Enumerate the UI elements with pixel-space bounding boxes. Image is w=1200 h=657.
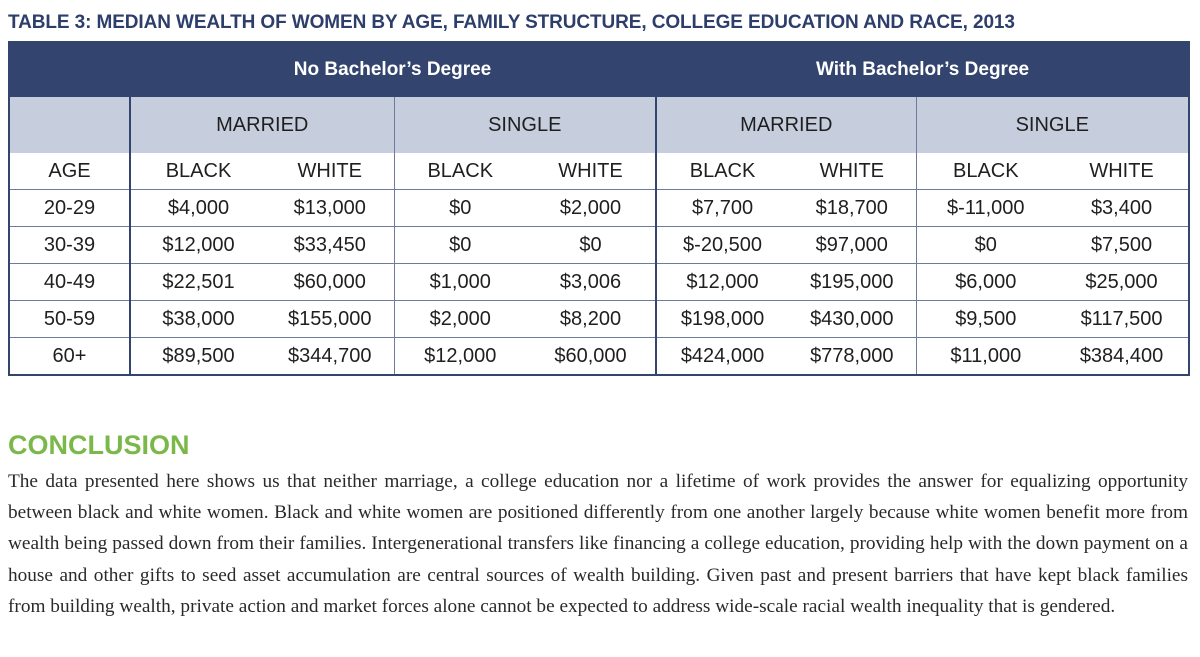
value-cell: $424,000 [656, 338, 788, 376]
age-header: AGE [9, 153, 130, 190]
race-header: WHITE [266, 153, 394, 190]
value-cell: $11,000 [916, 338, 1055, 376]
table-row [9, 264, 1189, 301]
degree-header-with-bachelors: With Bachelor’s Degree [656, 42, 1189, 97]
value-cell: $195,000 [788, 264, 916, 301]
value-cell: $344,700 [266, 338, 394, 376]
value-cell: $12,000 [394, 338, 526, 376]
conclusion-heading: CONCLUSION [8, 430, 190, 460]
status-header-married-no-degree: MARRIED [130, 97, 394, 153]
value-cell: $198,000 [656, 301, 788, 338]
value-cell: $7,500 [1055, 227, 1189, 264]
table-row [9, 227, 1189, 264]
status-header-row [9, 97, 1189, 153]
value-cell: $384,400 [1055, 338, 1189, 376]
value-cell: $1,000 [394, 264, 526, 301]
median-wealth-table [8, 41, 1190, 376]
race-header: BLACK [656, 153, 788, 190]
value-cell: $2,000 [526, 190, 656, 227]
race-header: WHITE [788, 153, 916, 190]
value-cell: $7,700 [656, 190, 788, 227]
value-cell: $12,000 [656, 264, 788, 301]
race-header: BLACK [916, 153, 1055, 190]
value-cell: $2,000 [394, 301, 526, 338]
value-cell: $778,000 [788, 338, 916, 376]
status-header-blank [9, 97, 130, 153]
table-row [9, 190, 1189, 227]
value-cell: $12,000 [130, 227, 266, 264]
status-header-married-degree: MARRIED [656, 97, 916, 153]
race-header: WHITE [526, 153, 656, 190]
age-cell: 20-29 [9, 190, 130, 227]
value-cell: $117,500 [1055, 301, 1189, 338]
value-cell: $9,500 [916, 301, 1055, 338]
degree-header-blank [9, 42, 130, 97]
table-title: TABLE 3: MEDIAN WEALTH OF WOMEN BY AGE, FAMILY STRUCTURE, COLLEGE EDUCATION AND RACE, 2013 [8, 12, 1015, 33]
value-cell: $6,000 [916, 264, 1055, 301]
value-cell: $89,500 [130, 338, 266, 376]
race-header: WHITE [1055, 153, 1189, 190]
table-row [9, 301, 1189, 338]
table-row [9, 338, 1189, 376]
age-cell: 30-39 [9, 227, 130, 264]
value-cell: $8,200 [526, 301, 656, 338]
value-cell: $155,000 [266, 301, 394, 338]
race-header-row [9, 153, 1189, 190]
degree-header-row [9, 42, 1189, 97]
status-header-single-no-degree: SINGLE [394, 97, 656, 153]
value-cell: $0 [916, 227, 1055, 264]
value-cell: $0 [394, 227, 526, 264]
age-cell: 40-49 [9, 264, 130, 301]
race-header: BLACK [394, 153, 526, 190]
value-cell: $0 [394, 190, 526, 227]
degree-header-no-bachelors: No Bachelor’s Degree [130, 42, 656, 97]
value-cell: $-11,000 [916, 190, 1055, 227]
value-cell: $25,000 [1055, 264, 1189, 301]
value-cell: $97,000 [788, 227, 916, 264]
conclusion-body: The data presented here shows us that neither marriage, a college education nor a lifetime of work provides the answer for equalizing opportunity between black and white women. Black and white women are positioned differently from one another largely because white women benefit more from wealth being passed down from their families. Intergenerational transfers like financing a college education, providing help with the down payment on a house and other gifts to seed asset accumulation are central sources of wealth building. Given past and present barriers that have kept black families from building wealth, private action and market forces alone cannot be expected to address wide-scale racial wealth inequality that is gendered. [8, 471, 1188, 617]
value-cell: $3,400 [1055, 190, 1189, 227]
age-cell: 60+ [9, 338, 130, 376]
value-cell: $13,000 [266, 190, 394, 227]
value-cell: $38,000 [130, 301, 266, 338]
value-cell: $22,501 [130, 264, 266, 301]
race-header: BLACK [130, 153, 266, 190]
value-cell: $60,000 [266, 264, 394, 301]
value-cell: $18,700 [788, 190, 916, 227]
value-cell: $33,450 [266, 227, 394, 264]
value-cell: $60,000 [526, 338, 656, 376]
value-cell: $0 [526, 227, 656, 264]
value-cell: $4,000 [130, 190, 266, 227]
age-cell: 50-59 [9, 301, 130, 338]
value-cell: $-20,500 [656, 227, 788, 264]
status-header-single-degree: SINGLE [916, 97, 1189, 153]
value-cell: $3,006 [526, 264, 656, 301]
value-cell: $430,000 [788, 301, 916, 338]
